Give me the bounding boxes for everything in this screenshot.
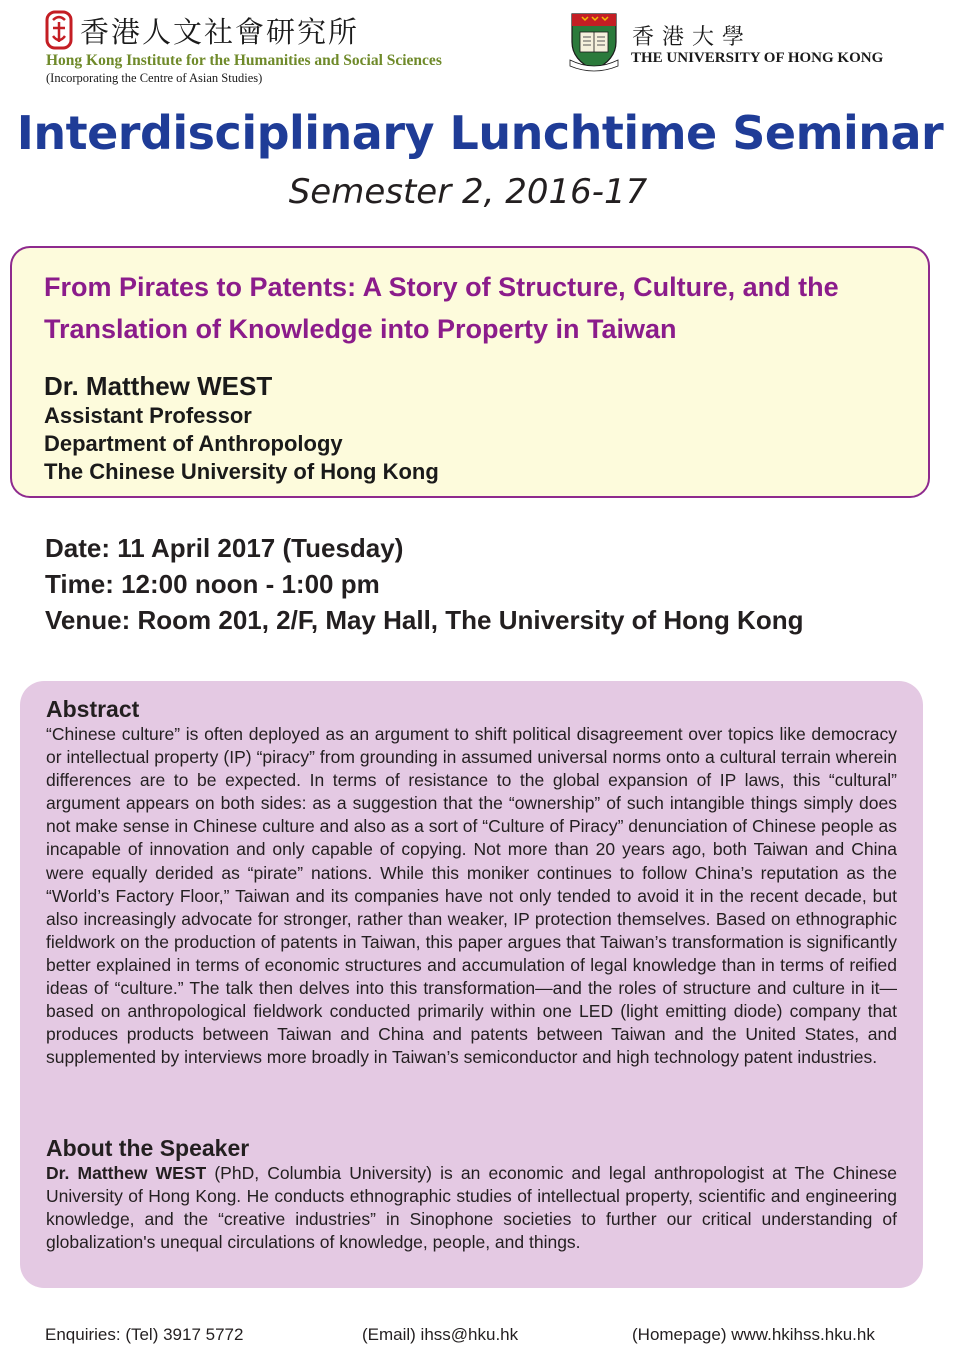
semester-subtitle: Semester 2, 2016-17 <box>288 172 648 212</box>
abstract-text: “Chinese culture” is often deployed as an argument to shift political disagreement over topics like democracy or intellectual property (IP) “piracy” from grounding in assumed universal norms onto a cultural terrain wherein differences are to be expected. In terms of resistance to the global expansion of IP laws, this “cultural” argument appears on both sides: as a suggestion that the “ownership” of such intangible things simply does not make sense in Chinese culture and also as a sort of “Culture of Piracy” denunciation of Chinese people as incapable of innovation and only capable of copying. Not more than 20 years ago, both Taiwan and China were equally derided as “pirate” nations. While this moniker continues to follow China’s reputation as the “World’s Factory Floor,” Taiwan and its companies have not only tended to avoid it in the recent decade, but also increasingly advocate for stronger, rather than weaker, IP protection themselves. Based on ethnographic fieldwork on the production of patents in Taiwan, this paper argues that Taiwan’s transformation is significantly better explained in terms of economic structures and accumulation of legal knowledge than in terms of reified ideas of “culture.” The talk then delves into this transformation—and the roles of structure and culture in it—based on anthropological fieldwork conducted primarily within one LED (light emitting diode) company that produces products between Taiwan and China and patents between Taiwan and the United States, and supplemented by interviews more broadly in Taiwan’s semiconductor and high technology patent industries. <box>46 724 897 1068</box>
about-speaker-heading: About the Speaker <box>46 1135 250 1161</box>
event-date: Date: 11 April 2017 (Tuesday) <box>45 533 404 563</box>
institute-chinese-name: 香港人文社會研究所 <box>80 15 360 49</box>
talk-title: From Pirates to Patents: A Story of Structure, Culture, and the Translation of Knowledge into Property in Taiwan <box>44 272 839 344</box>
about-speaker-text <box>46 1162 897 1254</box>
footer-telephone: Enquiries: (Tel) 3917 5772 <box>45 1325 244 1344</box>
footer-homepage: (Homepage) www.hkihss.hku.hk <box>632 1325 875 1344</box>
institute-subtitle: (Incorporating the Centre of Asian Studies) <box>46 71 263 85</box>
university-crest-icon <box>566 12 622 74</box>
institute-logo-icon <box>44 8 74 52</box>
event-venue: Venue: Room 201, 2/F, May Hall, The University of Hong Kong <box>45 605 804 635</box>
university-chinese-name: 香港大學 <box>632 25 753 50</box>
speaker-institution: The Chinese University of Hong Kong <box>44 459 439 484</box>
university-english-name: THE UNIVERSITY OF HONG KONG <box>631 50 884 66</box>
speaker-name: Dr. Matthew WEST <box>44 371 273 401</box>
speaker-department: Department of Anthropology <box>44 431 343 456</box>
about-speaker-bio: (PhD, Columbia University) is an economic and legal anthropologist at The Chinese University of Hong Kong. He conducts ethnographic studies of intellectual property, scientific and engineering knowledge, and the “creative industries” in Sinophone societies to further our critical understanding of globalization's unequal circulations of knowledge, people, and things. <box>46 1163 898 1253</box>
abstract-heading: Abstract <box>46 696 140 722</box>
footer-email: (Email) ihss@hku.hk <box>362 1325 519 1344</box>
institute-english-name: Hong Kong Institute for the Humanities and Social Sciences <box>46 52 442 69</box>
seminar-title: Interdisciplinary Lunchtime Seminar <box>16 106 944 160</box>
event-time: Time: 12:00 noon - 1:00 pm <box>45 569 380 599</box>
speaker-position: Assistant Professor <box>44 403 252 428</box>
about-speaker-name: Dr. Matthew WEST <box>46 1163 207 1183</box>
